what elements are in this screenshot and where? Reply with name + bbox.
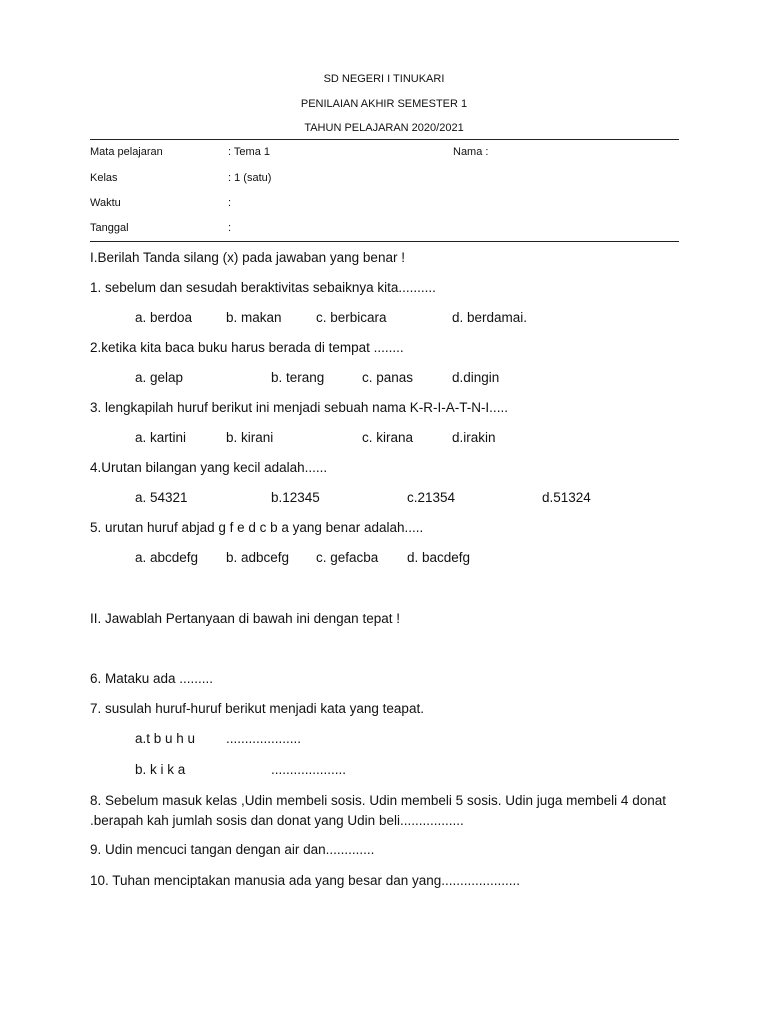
time-value: : [228,197,232,209]
q5-option-a: a. abcdefg [135,550,199,565]
q4-option-d: d.51324 [542,490,591,505]
q1-option-d: d. berdamai. [452,310,528,325]
q5-option-c: c. gefacba [316,550,379,565]
q3-option-a: a. kartini [135,430,187,445]
school-year: TAHUN PELAJARAN 2020/2021 [304,122,464,134]
question-5: 5. urutan huruf abjad g f e d c b a yang benar adalah..... [90,520,424,535]
question-6: 6. Mataku ada ......... [90,671,214,686]
subject-label: Mata pelajaran [90,146,163,158]
q2-option-a: a. gelap [135,370,184,385]
section2-instruction: II. Jawablah Pertanyaan di bawah ini dengan tepat ! [90,611,400,626]
question-3: 3. lengkapilah huruf berikut ini menjadi sebuah nama K-R-I-A-T-N-I..... [90,400,508,415]
name-label: Nama : [453,146,489,158]
q2-option-c: c. panas [362,370,414,385]
question-4: 4.Urutan bilangan yang kecil adalah...... [90,460,328,475]
q5-option-d: d. bacdefg [407,550,471,565]
date-value: : [228,222,232,234]
q5-option-b: b. adbcefg [226,550,290,565]
section1-instruction: I.Berilah Tanda silang (x) pada jawaban yang benar ! [90,250,405,265]
q7a-blank: .................... [226,731,302,746]
q1-option-b: b. makan [226,310,282,325]
question-7: 7. susulah huruf-huruf berikut menjadi kata yang teapat. [90,701,424,716]
q4-option-c: c.21354 [407,490,456,505]
class-value: : 1 (satu) [228,172,272,184]
q1-option-a: a. berdoa [135,310,193,325]
question-8: 8. Sebelum masuk kelas ,Udin membeli sosis. Udin membeli 5 sosis. Udin juga membeli 4 donat .berapah kah jumlah sosis dan donat yang Udin beli................. [90,793,666,828]
header-divider [90,139,679,140]
question-2: 2.ketika kita baca buku harus berada di tempat ........ [90,340,404,355]
q3-option-b: b. kirani [226,430,274,445]
school-name: SD NEGERI I TINUKARI [323,73,445,85]
q4-option-a: a. 54321 [135,490,188,505]
exam-title: PENILAIAN AKHIR SEMESTER 1 [300,98,468,110]
question-9: 9. Udin mencuci tangan dengan air dan............. [90,842,375,857]
time-label: Waktu [90,197,121,209]
q3-option-d: d.irakin [452,430,496,445]
q1-option-c: c. berbicara [316,310,387,325]
q4-option-b: b.12345 [271,490,320,505]
q2-option-b: b. terang [271,370,325,385]
question-10: 10. Tuhan menciptakan manusia ada yang besar dan yang..................... [90,873,521,888]
q2-option-d: d.dingin [452,370,500,385]
class-label: Kelas [90,172,118,184]
q7b-blank: .................... [271,762,347,777]
q7a-label: a.t b u h u [135,731,196,746]
subject-value: : Tema 1 [228,146,270,158]
question-1: 1. sebelum dan sesudah beraktivitas sebaiknya kita.......... [90,280,436,295]
q7b-label: b. k i k a [135,762,186,777]
date-label: Tanggal [90,222,129,234]
q3-option-c: c. kirana [362,430,414,445]
info-divider [90,241,679,242]
